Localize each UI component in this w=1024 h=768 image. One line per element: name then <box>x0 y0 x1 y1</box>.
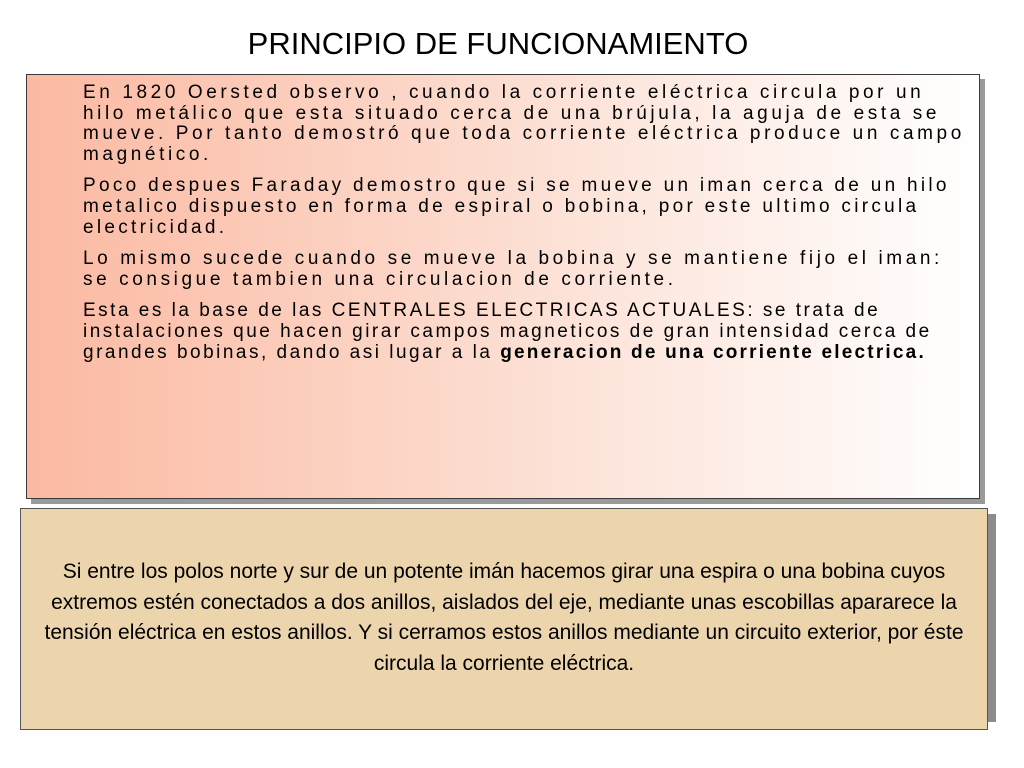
paragraph-centrales <box>83 301 973 363</box>
paragraph-faraday: Poco despues Faraday demostro que si se mueve un iman cerca de un hilo metalico dispuesto en forma de espiral o bobina, por este ultimo circula electricidad. <box>83 175 950 238</box>
upper-text-content <box>83 83 973 374</box>
paragraph-centrales-text: Esta es la base de las CENTRALES ELECTRICAS ACTUALES: se trata de instalaciones que hacen girar campos magneticos de gran intensidad cerca de grandes bobinas, dando asi lugar a la <box>83 300 932 363</box>
paragraph-oersted: En 1820 Oersted observo , cuando la corriente eléctrica circula por un hilo metálico que esta situado cerca de una brújula, la aguja de esta se mueve. Por tanto demostró que toda corriente eléctrica produce un campo magnético. <box>83 82 965 165</box>
paragraph-centrales-bold: generacion de una corriente electrica. <box>500 341 926 363</box>
paragraph-bobina: Lo mismo sucede cuando se mueve la bobina y se mantiene fijo el iman: se consigue tambien una circulacion de corriente. <box>83 248 943 290</box>
lower-text-content: Si entre los polos norte y sur de un potente imán hacemos girar una espira o una bobina cuyos extremos estén conectados a dos anillos, aislados del eje, mediante unas escobillas apararece la tensión eléctrica en estos anillos. Y si cerramos estos anillos mediante un circuito exterior, por éste circula la corriente eléctrica. <box>44 560 964 675</box>
slide-title: PRINCIPIO DE FUNCIONAMIENTO <box>247 26 749 61</box>
upper-text-box <box>26 74 980 499</box>
lower-text-box <box>20 508 988 730</box>
